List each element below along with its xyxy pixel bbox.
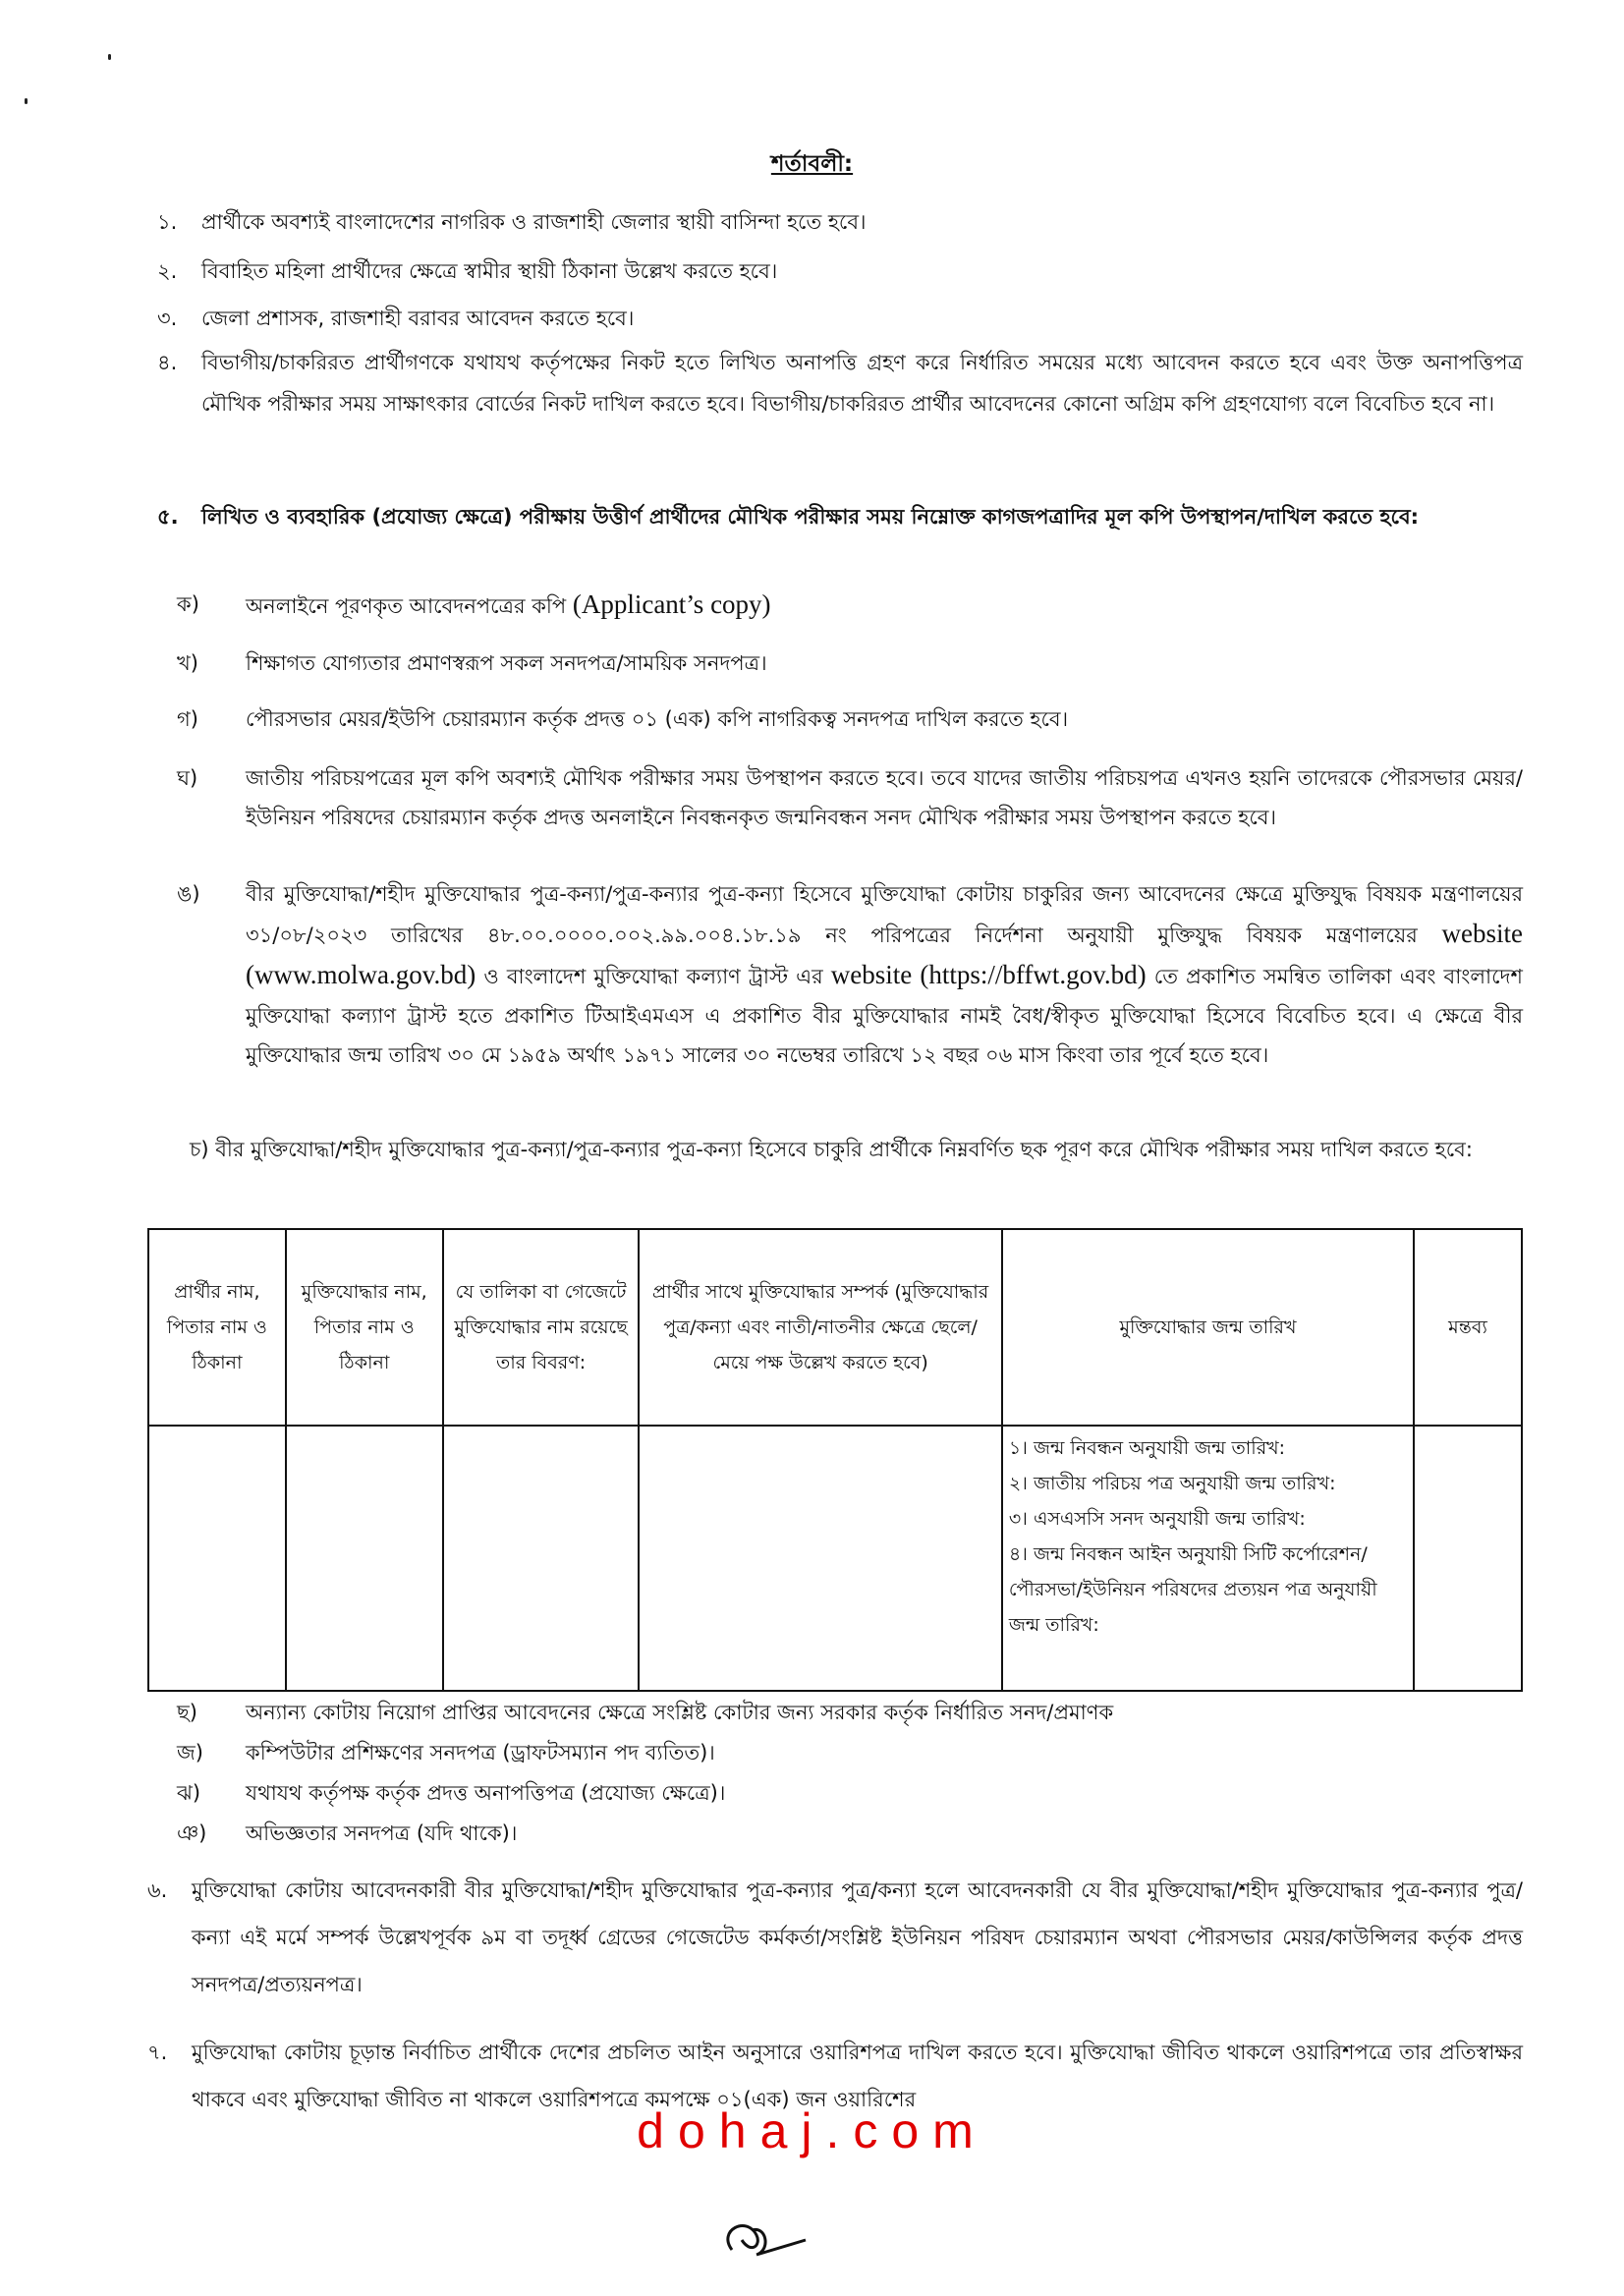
item-text: বিভাগীয়/চাকরিরত প্রার্থীগণকে যথাযথ কর্তৃপক্ষের নিকট হতে লিখিত অনাপত্তি গ্রহণ করে নির্ধারিত সময়ের মধ্যে আবেদন করতে হবে এবং উক্ত অনাপত্তিপত্র মৌখিক পরীক্ষার সময় সাক্ষাৎকার বোর্ডের নিকট দাখিল করতে হবে। বিভাগীয়/চাকরিরত প্রার্থীর আবেদনের কোনো অগ্রিম কপি গ্রহণযোগ্য বলে বিবেচিত হবে না। <box>201 351 1523 416</box>
condition-item-3 <box>157 298 1523 339</box>
column-header: প্রার্থীর নাম, পিতার নাম ও ঠিকানা <box>148 1229 286 1426</box>
scan-speck <box>25 98 28 104</box>
table-cell-empty <box>639 1426 1001 1691</box>
item-label: ঞ) <box>177 1821 207 1845</box>
item-text: বীর মুক্তিযোদ্ধা/শহীদ মুক্তিযোদ্ধার পুত্র-কন্যা/পুত্র-কন্যার পুত্র-কন্যা হিসেবে মুক্তিযোদ্ধা কোটায় চাকুরির জন্য আবেদনের ক্ষেত্রে মুক্তিযুদ্ধ বিষয়ক মন্ত্রণালয়ের ৩১/০৮/২০২৩ তারিখের ৪৮.০০.০০০০.০০২.৯৯.০০৪.১৮.১৯ নং পরিপত্রের নির্দেশনা অনুযায়ী মুক্তিযুদ্ধ বিষয়ক মন্ত্রণালয়ের <box>246 882 1523 947</box>
item-label: জ) <box>177 1741 203 1764</box>
table-cell-empty <box>443 1426 640 1691</box>
document-item-chha <box>177 1693 1523 1732</box>
item-label: ঝ) <box>177 1781 201 1805</box>
condition-item-4 <box>157 342 1523 424</box>
item-label: ছ) <box>177 1701 197 1724</box>
document-item-kha <box>177 644 1523 683</box>
item-text: কম্পিউটার প্রশিক্ষণের সনদপত্র (ড্রাফটসম্যান পদ ব্যতিত)। <box>246 1741 715 1764</box>
item-text: ও বাংলাদেশ মুক্তিযোদ্ধা কল্যাণ ট্রাস্ট এর <box>483 965 823 988</box>
item-number: ৬. <box>147 1878 168 1902</box>
item-text: অন্যান্য কোটায় নিয়োগ প্রাপ্তির আবেদনের ক্ষেত্রে সংশ্লিষ্ট কোটার জন্য সরকার কর্তৃক নির্ধারিত সনদ/প্রমাণক <box>246 1701 1114 1724</box>
birth-date-cell <box>1002 1426 1414 1691</box>
item-number: ১. <box>157 210 178 234</box>
condition-item-2 <box>157 251 1523 292</box>
watermark-text: dohaj.com <box>637 2103 987 2158</box>
item-text: বিবাহিত মহিলা প্রার্থীদের ক্ষেত্রে স্বামীর স্থায়ী ঠিকানা উল্লেখ করতে হবে। <box>201 259 778 283</box>
condition-item-5 <box>157 496 1523 537</box>
molwa-website-link[interactable]: website (www.molwa.gov.bd) <box>246 919 1523 989</box>
item-number: ৫. <box>157 505 179 529</box>
signature-icon <box>712 2211 820 2269</box>
item-text: অনলাইনে পূরণকৃত আবেদনপত্রের কপি <box>246 594 567 618</box>
item-label: ঙ) <box>177 882 200 906</box>
column-header: মুক্তিযোদ্ধার নাম, পিতার নাম ও ঠিকানা <box>286 1229 443 1426</box>
column-header: মুক্তিযোদ্ধার জন্ম তারিখ <box>1002 1229 1414 1426</box>
table-cell-empty <box>286 1426 443 1691</box>
applicants-copy-text: (Applicant’s copy) <box>572 589 771 619</box>
column-header: প্রার্থীর সাথে মুক্তিযোদ্ধার সম্পর্ক (মুক্তিযোদ্ধার পুত্র/কন্যা এবং নাতী/নাতনীর ক্ষেত্রে ছেলে/মেয়ে পক্ষ উল্লেখ করতে হবে) <box>639 1229 1001 1426</box>
item-label: ঘ) <box>177 766 198 790</box>
item-number: ৩. <box>157 307 178 330</box>
item-number: ৪. <box>157 351 178 374</box>
document-item-jha <box>177 1773 1523 1813</box>
birth-date-line: ৪। জন্ম নিবন্ধন আইন অনুযায়ী সিটি কর্পোরেশন/পৌরসভা/ইউনিয়ন পরিষদের প্রত্যয়ন পত্র অনুযায়ী জন্ম তারিখ: <box>1008 1543 1377 1636</box>
item-number: ২. <box>157 259 178 283</box>
column-header: যে তালিকা বা গেজেটে মুক্তিযোদ্ধার নাম রয়েছে তার বিবরণ: <box>443 1229 640 1426</box>
birth-date-line: ১। জন্ম নিবন্ধন অনুযায়ী জন্ম তারিখ: <box>1008 1437 1286 1459</box>
document-item-ga <box>177 700 1523 739</box>
document-item-gha <box>177 758 1523 837</box>
scan-speck <box>108 54 111 60</box>
document-item-ka <box>177 585 1523 626</box>
conditions-title: শর্তাবলী: <box>770 151 854 177</box>
document-item-umo <box>177 874 1523 1075</box>
table-row <box>148 1426 1522 1691</box>
item-text: শিক্ষাগত যোগ্যতার প্রমাণস্বরূপ সকল সনদপত্র/সাময়িক সনদপত্র। <box>246 651 767 675</box>
birth-date-line: ৩। এসএসসি সনদ অনুযায়ী জন্ম তারিখ: <box>1008 1508 1306 1530</box>
item-text: প্রার্থীকে অবশ্যই বাংলাদেশের নাগরিক ও রাজশাহী জেলার স্থায়ী বাসিন্দা হতে হবে। <box>201 210 867 234</box>
item-text: লিখিত ও ব্যবহারিক (প্রযোজ্য ক্ষেত্রে) পরীক্ষায় উত্তীর্ণ প্রার্থীদের মৌখিক পরীক্ষার সময় নিম্নোক্ত কাগজপত্রাদির মূল কপি উপস্থাপন/দাখিল করতে হবে: <box>201 505 1420 529</box>
table-cell-empty <box>148 1426 286 1691</box>
freedom-fighter-info-table <box>147 1228 1523 1692</box>
item-text: অভিজ্ঞতার সনদপত্র (যদি থাকে)। <box>246 1821 518 1845</box>
table-cell-empty <box>1414 1426 1522 1691</box>
table-header-row <box>148 1229 1522 1426</box>
document-item-ja <box>177 1733 1523 1772</box>
paragraph-cha: চ) বীর মুক্তিযোদ্ধা/শহীদ মুক্তিযোদ্ধার পুত্র-কন্যা/পুত্র-কন্যার পুত্র-কন্যা হিসেবে চাকুরি প্রার্থীকে নিম্নবর্ণিত ছক পূরণ করে মৌখিক পরীক্ষার সময় দাখিল করতে হবে: <box>190 1138 1473 1161</box>
condition-item-1 <box>157 201 1523 243</box>
item-text: জাতীয় পরিচয়পত্রের মূল কপি অবশ্যই মৌখিক পরীক্ষার সময় উপস্থাপন করতে হবে। তবে যাদের জাতীয় পরিচয়পত্র এখনও হয়নি তাদেরকে পৌরসভার মেয়র/ইউনিয়ন পরিষদের চেয়ারম্যান কর্তৃক প্রদত্ত অনলাইনে নিবন্ধনকৃত জন্মনিবন্ধন সনদ মৌখিক পরীক্ষার সময় উপস্থাপন করতে হবে। <box>246 766 1523 829</box>
item-text: যথাযথ কর্তৃপক্ষ কর্তৃক প্রদত্ত অনাপত্তিপত্র (প্রযোজ্য ক্ষেত্রে)। <box>246 1781 726 1805</box>
item-number: ৭. <box>147 2041 168 2064</box>
item-text: তে প্রকাশিত সমন্বিত তালিকা এবং বাংলাদেশ মুক্তিযোদ্ধা কল্যাণ ট্রাস্ট হতে প্রকাশিত টিআইএমএস এ প্রকাশিত বীর মুক্তিযোদ্ধার নামই বৈধ/স্বীকৃত মুক্তিযোদ্ধা হিসেবে বিবেচিত হবে। এ ক্ষেত্রে বীর মুক্তিযোদ্ধার জন্ম তারিখ ৩০ মে ১৯৫৯ অর্থাৎ ১৯৭১ সালের ৩০ নভেম্বর তারিখে ১২ বছর ০৬ মাস কিংবা তার পূর্বে হতে হবে। <box>246 965 1523 1067</box>
item-label: খ) <box>177 651 198 675</box>
item-label: গ) <box>177 707 198 731</box>
condition-item-6 <box>147 1867 1523 2008</box>
item-text: মুক্তিযোদ্ধা কোটায় আবেদনকারী বীর মুক্তিযোদ্ধা/শহীদ মুক্তিযোদ্ধার পুত্র-কন্যার পুত্র/কন্যা হলে আবেদনকারী যে বীর মুক্তিযোদ্ধা/শহীদ মুক্তিযোদ্ধার পুত্র-কন্যার পুত্র/কন্যা এই মর্মে সম্পর্ক উল্লেখপূর্বক ৯ম বা তদূর্ধ্ব গ্রেডের গেজেটেড কর্মকর্তা/সংশ্লিষ্ট ইউনিয়ন পরিষদ চেয়ারম্যান অথবা পৌরসভার মেয়র/কাউন্সিলর কর্তৃক প্রদত্ত সনদপত্র/প্রত্যয়নপত্র। <box>192 1878 1523 1996</box>
item-text: পৌরসভার মেয়র/ইউপি চেয়ারম্যান কর্তৃক প্রদত্ত ০১ (এক) কপি নাগরিকত্ব সনদপত্র দাখিল করতে হবে। <box>246 707 1069 731</box>
item-text: জেলা প্রশাসক, রাজশাহী বরাবর আবেদন করতে হবে। <box>201 307 635 330</box>
column-header: মন্তব্য <box>1414 1229 1522 1426</box>
document-item-nya <box>177 1814 1523 1853</box>
bffwt-website-link[interactable]: website (https://bffwt.gov.bd) <box>830 960 1147 989</box>
birth-date-line: ২। জাতীয় পরিচয় পত্র অনুযায়ী জন্ম তারিখ: <box>1008 1473 1336 1494</box>
item-text: মুক্তিযোদ্ধা কোটায় চূড়ান্ত নির্বাচিত প্রার্থীকে দেশের প্রচলিত আইন অনুসারে ওয়ারিশপত্র দাখিল করতে হবে। মুক্তিযোদ্ধা জীবিত থাকলে ওয়ারিশপত্রে তার প্রতিস্বাক্ষর থাকবে এবং মুক্তিযোদ্ধা জীবিত না থাকলে ওয়ারিশপত্রে কমপক্ষে ০১(এক) জন ওয়ারিশের <box>192 2041 1523 2111</box>
item-label: ক) <box>177 592 199 616</box>
